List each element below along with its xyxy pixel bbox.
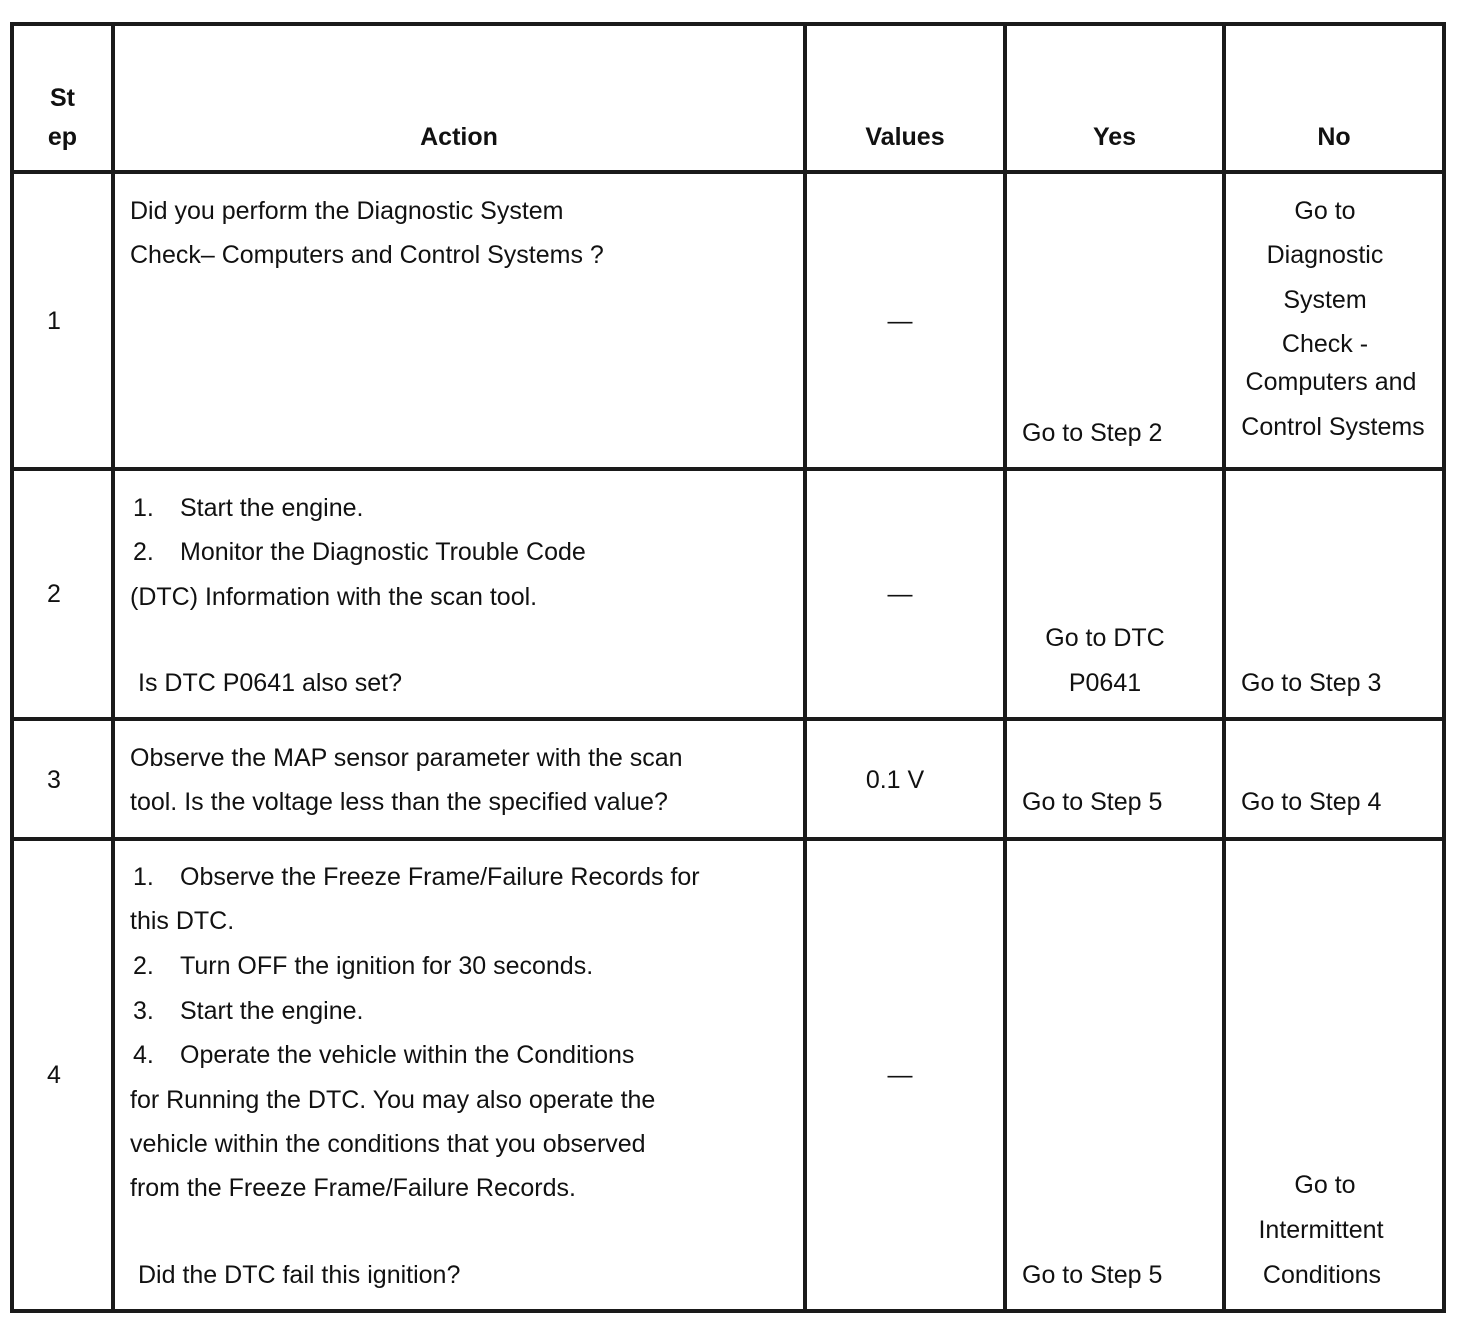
table-border-left: [10, 22, 14, 1313]
yes-link[interactable]: Go to Step 2: [1022, 419, 1163, 447]
header-yes: Yes: [1092, 123, 1137, 151]
header-step-line2: ep: [47, 123, 78, 151]
action-text: this DTC.: [130, 907, 235, 935]
list-item: 1. Start the engine.: [133, 494, 364, 522]
no-link[interactable]: Go to Step 3: [1241, 669, 1382, 697]
action-question: Did the DTC fail this ignition?: [138, 1261, 461, 1289]
step-number: 4: [47, 1061, 61, 1089]
table-border-top: [10, 22, 1446, 26]
action-col-divider: [803, 22, 807, 1313]
action-text: (DTC) Information with the scan tool.: [130, 583, 538, 611]
value-text: —: [887, 580, 913, 608]
header-no: No: [1317, 123, 1351, 151]
list-item: 4. Operate the vehicle within the Conditions: [133, 1041, 635, 1069]
header-values: Values: [865, 123, 945, 151]
value-text: 0.1 V: [865, 766, 925, 794]
value-text: —: [887, 307, 913, 335]
step-number: 1: [47, 307, 61, 335]
header-row-divider: [10, 170, 1446, 174]
yes-link[interactable]: Go to Step 5: [1022, 788, 1163, 816]
header-step-line1: St: [50, 84, 75, 112]
value-text: —: [887, 1061, 913, 1089]
step-col-divider: [111, 22, 115, 1313]
row2-divider: [10, 717, 1446, 721]
table-border-right: [1442, 22, 1446, 1313]
action-text: vehicle within the conditions that you observed: [130, 1130, 646, 1158]
row1-divider: [10, 467, 1446, 471]
action-text: for Running the DTC. You may also operate the: [130, 1086, 656, 1114]
yes-link[interactable]: Go to Step 5: [1022, 1261, 1163, 1289]
action-text: tool. Is the voltage less than the specified value?: [130, 788, 668, 816]
action-text: Did you perform the Diagnostic System: [130, 197, 564, 225]
no-link[interactable]: Go to Step 4: [1241, 788, 1382, 816]
list-item: 1. Observe the Freeze Frame/Failure Records for: [133, 863, 700, 891]
row3-divider: [10, 837, 1446, 841]
table-border-bottom: [10, 1309, 1446, 1313]
action-text: Check– Computers and Control Systems ?: [130, 241, 604, 269]
list-item: 2. Turn OFF the ignition for 30 seconds.: [133, 952, 594, 980]
step-number: 3: [47, 766, 61, 794]
action-text: from the Freeze Frame/Failure Records.: [130, 1174, 576, 1202]
list-item: 2. Monitor the Diagnostic Trouble Code: [133, 538, 586, 566]
list-item: 3. Start the engine.: [133, 997, 364, 1025]
header-action: Action: [420, 123, 498, 151]
action-question: Is DTC P0641 also set?: [138, 669, 403, 697]
step-number: 2: [47, 580, 61, 608]
action-text: Observe the MAP sensor parameter with the scan: [130, 744, 683, 772]
